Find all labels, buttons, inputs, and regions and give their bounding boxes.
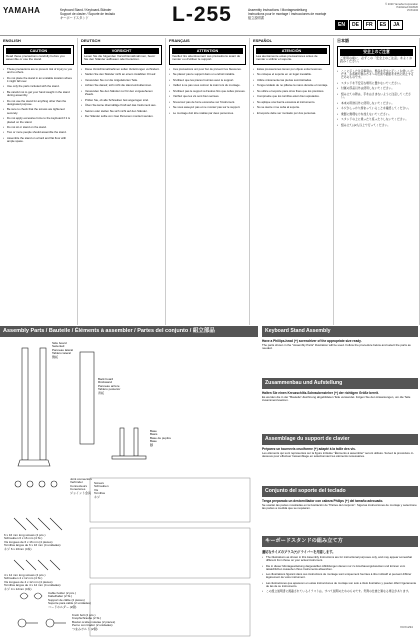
- section-subtitle: Have a Phillips-head (+) screwdriver of the appropriate size ready.: [262, 339, 362, 343]
- lang-tab-de: DE: [349, 20, 362, 30]
- caution-text: Read these precautions carefully before you assemble or use the stand.: [6, 54, 65, 62]
- section-heading: Assemblage du support de clavier: [262, 434, 418, 445]
- precaution-item: • スタンドを不安定な場所に置かないでください。: [337, 82, 416, 85]
- lang-tab-es: ES: [377, 20, 390, 30]
- precaution-item: • N'utilisez pas le support à d'autres fins que celles prévues.: [169, 90, 246, 93]
- precaution-item: • 楽器に無理な力を加えないでください。: [337, 113, 416, 116]
- precaution-item: • Tenga cuidado de no pillarse la mano durante el montaje.: [253, 84, 330, 87]
- precaution-item: • Diese Vorsichtsmaßnahmen sollen Verletzungen verhindern.: [81, 68, 162, 71]
- column-language: FRANÇAIS: [169, 38, 190, 43]
- precaution-item: • スタンドの上に乗ったり座ったりしないでください。: [337, 118, 416, 121]
- doc-title-line: Instructions pour le montage / Instrucciones de montaje: [248, 12, 327, 16]
- caution-heading: VORSICHT: [84, 48, 159, 54]
- section-body: Es werden die in der "Bauteile"-Zeichnung abgebildeten Teile verwendet. Folgen Sie den Anweisungen, um die Teile zusammenzusetzen.: [262, 395, 411, 403]
- caution-heading: CAUTION: [6, 48, 71, 54]
- precaution-item: • Prüfen Sie, ob alle Schrauben fest angezogen sind.: [81, 99, 162, 102]
- column-language: ENGLISH: [3, 38, 21, 43]
- model-number: L-255: [172, 3, 232, 26]
- caution-text: ご使用の前に、必ずこの「安全上のご注意」をよくお読みください。: [340, 56, 413, 64]
- precaution-item: • Do not sit or stand on the stand.: [3, 126, 74, 129]
- caution-heading: ATENCIÓN: [256, 48, 327, 54]
- precaution-list: [3, 68, 74, 144]
- title-line: Keyboard Stand / Keyboard-Ständer: [60, 8, 112, 12]
- precaution-list: [81, 68, 162, 118]
- precaution-item: • Ne vous asseyez pas et ne montez pas sur le support.: [169, 106, 246, 109]
- lang-tab-fr: FR: [363, 20, 376, 30]
- precaution-item: • Vérifiez que les vis sont bien serrées.: [169, 95, 246, 98]
- part-label-knob: Knob bolt (2 pcs.) Knopfschraube (2 St.) Boulon à tête moletée (2 pièces) Perno con tirador (2 unidades) つまみボルト (2個): [72, 613, 116, 631]
- section-subtitle: 適切なサイズのプラス(+)ドライバーを用意します。: [262, 550, 336, 554]
- precaution-column: [78, 38, 166, 325]
- base-icon: [112, 428, 146, 459]
- section-notes: [262, 556, 418, 594]
- precaution-item: • Do not place the stand in an unstable location where it might fall over.: [3, 77, 74, 84]
- precaution-list: [253, 68, 330, 115]
- part-label-cable: Cable holder (2 pcs.) Kabelhalter (2 St.) Support de câble (2 pièces) Soporte para cable (2 unidades) コードホルダー (2個): [48, 591, 91, 609]
- header: [0, 0, 420, 36]
- copyright-line: VCX1234: [406, 9, 418, 12]
- precaution-column: [334, 38, 420, 325]
- precaution-item: • 付属の部品以外は使用しないでください。: [337, 87, 416, 90]
- doc-title-line: Assembly Instructions / Montageanleitung: [248, 8, 307, 12]
- assembly-section: [262, 536, 418, 596]
- precaution-column: [0, 38, 78, 325]
- copyright-line: © 2020 Yamaha Corporation: [385, 3, 418, 6]
- assembly-section: [262, 378, 418, 403]
- cable-holder-icon: [20, 593, 42, 599]
- assembly-section: [262, 326, 418, 351]
- parts-banner: Assembly Parts / Bauteile / Éléments à assembler / Partes del conjunto / 組立部品: [0, 326, 258, 337]
- caution-heading: ATTENTION: [172, 48, 243, 54]
- precaution-item: • Verwenden Sie den Ständer nur für den vorgesehenen Zweck.: [81, 90, 162, 97]
- precaution-item: • 本来の用途以外に使用しないでください。: [337, 102, 416, 105]
- part-label-base: Base Basis Base de pupitre Base 脚: [150, 429, 172, 447]
- part-label-screw: Screws Schrauben Vis Tornillos ネジ: [94, 481, 109, 499]
- doc-titles: [248, 8, 326, 20]
- precaution-list: [169, 68, 246, 115]
- section-body: Les éléments qui sont représentés sur la figure intitulée "Éléments à assembler" seront utilisés. Suivez la procédure ci-dessous pour effectuer l'assemblage en sélectionnant les éléments nécessaires.: [262, 451, 414, 459]
- precaution-item: • No utilice el soporte para otros fines que los previstos.: [253, 90, 330, 93]
- precaution-item: • N'utilisez que les pièces fournies avec le support.: [169, 79, 246, 82]
- language-tabs: [335, 20, 403, 30]
- section-subtitle: Halten Sie einen Kreuzschlitz-Schraubenzieher (+) der richtigen Größe bereit.: [262, 391, 379, 395]
- yamaha-logo: YAMAHA: [3, 6, 41, 15]
- precaution-item: • Utilice únicamente las piezas suministradas.: [253, 79, 330, 82]
- precaution-item: • N'exercez pas de force excessive sur l'instrument.: [169, 101, 246, 104]
- caution-heading: 安全上のご注意: [340, 49, 413, 56]
- precaution-item: • Be careful not to get your hand caught in the stand during assembly.: [3, 91, 74, 98]
- precaution-item: • Use only the parts included with the stand.: [3, 85, 74, 88]
- precaution-item: • Verwenden Sie nur die mitgelieferten Teile.: [81, 79, 162, 82]
- part-label-back-board: Back board Rückwand Panneau arrière Tablero posterior 背板: [98, 377, 121, 395]
- column-language: 日本語: [337, 38, 349, 43]
- precaution-item: • These precautions are to prevent risk of injury to you and to others.: [3, 68, 74, 75]
- section-heading: Zusammenbau und Aufstellung: [262, 378, 418, 389]
- precaution-item: • Ne placez pas le support dans un endroit instable.: [169, 73, 246, 76]
- precaution-item: • ここに示した注意事項は、製品を安全に正しくお使いいただき、お客様や他の方々への危害や損害を未然に防止するためのものです。: [337, 70, 416, 80]
- section-subtitle: Tenga preparado un destornillador con cabeza Philips (+) del tamaño adecuado.: [262, 499, 384, 503]
- title-line: Support de clavier / Soporte de teclado: [60, 12, 116, 16]
- precaution-item: • Der Ständer sollte von zwei Personen montiert werden.: [81, 115, 162, 118]
- doc-title-line: 組立説明書: [248, 16, 264, 20]
- caution-text: Lesen Sie die folgenden Vorsichtsmaßnahmen, bevor Sie den Ständer aufbauen oder benutzen.: [84, 54, 156, 62]
- precaution-item: • Veillez à ne pas vous coincer la main lors du montage.: [169, 84, 246, 87]
- part-label-side-board: Side board Seitenteil Panneau latéral Tablero lateral 側板: [52, 341, 74, 359]
- precaution-item: • Setzen oder stellen Sie sich nicht auf den Ständer.: [81, 110, 162, 113]
- side-board-icon: [18, 348, 50, 466]
- lang-tab-en: EN: [335, 20, 348, 30]
- precaution-item: • ネジがしっかり締まっていることを確認してください。: [337, 107, 416, 110]
- section-note: • Les illustrations figurant dans ces instructions de montage sont uniquement fournies à titre indicatif et peuvent différer légèrement de votre instrument.: [262, 573, 418, 580]
- section-heading: Conjunto del soporte del teclado: [262, 486, 418, 497]
- precaution-list: [337, 70, 416, 127]
- section-heading: キーボードスタンドの組み立て方: [262, 536, 418, 547]
- caution-box: [3, 45, 74, 65]
- part-label-joint: Joint connectors Verbinder Connecteurs Conectores ジョイント金具: [70, 477, 92, 495]
- section-heading: Keyboard Stand Assembly: [262, 326, 418, 337]
- caution-text: Veuillez lire attentivement ces précautions avant de monter ou d'utiliser le support.: [172, 54, 241, 62]
- product-titles: [60, 8, 115, 20]
- section-body: Se usarán las partes mostradas en la ilustración de "Partes del conjunto". Siga las instrucciones de montaje y seleccione las partes a medida que se requieran.: [262, 503, 417, 511]
- caution-box: [337, 46, 416, 67]
- precaution-item: • Be sure to check that the screws are tightened securely.: [3, 108, 74, 115]
- section-body: The parts shown in the "Assembly Parts" illustration will be used. Follow the procedure below and select the parts as needed.: [262, 343, 411, 351]
- section-note: • この組立説明書に掲載されているイラストは、すべて説明のためのものです。実際の仕様と異なる場合があります。: [262, 590, 418, 593]
- precaution-item: • Ces précautions ont pour but de prévenir les blessures.: [169, 68, 246, 71]
- precaution-item: • Estas precauciones tienen por objeto evitar lesiones.: [253, 68, 330, 71]
- caution-box: [253, 45, 330, 65]
- parts-illustration: [0, 338, 258, 640]
- assembly-section: [262, 434, 418, 459]
- caution-box: [81, 45, 162, 65]
- knob-bolt-icon: [18, 619, 66, 627]
- joint-connector-icon: [15, 481, 57, 487]
- back-board-icon: [80, 352, 94, 444]
- precaution-item: • No se siente ni se suba al soporte.: [253, 106, 330, 109]
- precaution-item: • Üben Sie keine übermäßige Kraft auf das Instrument aus.: [81, 104, 162, 107]
- lang-tab-ja: JA: [390, 20, 402, 30]
- copyright-line: Published 03/2020: [396, 6, 418, 9]
- precaution-item: • Do not apply excessive force to the keyboard if it is placed on the stand.: [3, 117, 74, 124]
- assembly-section: [262, 486, 418, 511]
- precaution-column: [250, 38, 334, 325]
- instruction-diagram-icon: [90, 478, 250, 636]
- part-label-screw4: 4 x 12 mm long screws (4 pcs.) Schrauben 4 x 12 mm (4 St.) Vis longues de 4 x 12 mm (4 pièces) Tornillos largos de 4 x 12 mm (4 unidades) ネジ 4 x 12mm (4本): [4, 573, 61, 591]
- footer-code: VCX1234: [400, 625, 413, 629]
- precaution-item: • No aplique una fuerza excesiva al instrumento.: [253, 101, 330, 104]
- column-language: ESPAÑOL: [253, 38, 273, 43]
- precaution-item: • 組み立ては2人以上で行ってください。: [337, 124, 416, 127]
- section-note: • The illustrations as shown in this Assembly Instructions are for instructional purposes only, and may appear somewhat different from those on your actual instrument.: [262, 556, 418, 563]
- precaution-item: • Le montage doit être réalisé par deux personnes.: [169, 112, 246, 115]
- section-subtitle: Préparez un tournevis cruciforme (+) adapté à la taille des vis.: [262, 447, 356, 451]
- precaution-item: • Compruebe que los tornillos estén bien apretados.: [253, 95, 330, 98]
- parts-drawing: [0, 338, 258, 640]
- caution-box: [169, 45, 246, 65]
- precaution-item: • Two or more people should assemble the stand.: [3, 131, 74, 134]
- precaution-item: • El soporte debe ser montado por dos personas.: [253, 112, 330, 115]
- precaution-item: • Do not use the stand for anything other than the designated purpose.: [3, 100, 74, 107]
- section-note: • Die in dieser Montageanleitung dargestellten Abbildungen dienen nur zu Anschauungszwecken und können vom tatsächlichen Aussehen Ihres Instruments abweichen.: [262, 565, 418, 572]
- title-line: キーボードスタンド: [60, 16, 89, 20]
- section-note: • Las ilustraciones que aparecen en estas instrucciones de montaje son solo a título ilustrativo y pueden diferir ligeramente de las de su instrumento.: [262, 582, 418, 589]
- column-language: DEUTSCH: [81, 38, 101, 43]
- precaution-item: • Assemble the stand on a hard and flat floor with ample space.: [3, 137, 74, 144]
- part-label-screw6: 6 x 16 mm long screws (4 pcs.) Schrauben 6 x 16 mm (4 St.) Vis longues de 6 x 16 mm (4 pièces) Tornillos largos de 6 x 16 mm (4 unidades) ネジ 6 x 16mm (4本): [4, 533, 61, 551]
- precaution-item: • 組み立ての際は、手をはさまないように注意してください。: [337, 93, 416, 100]
- precaution-item: • Achten Sie darauf, sich nicht die Hand einzuklemmen.: [81, 84, 162, 87]
- precaution-item: • Stellen Sie den Ständer nicht an einem instabilen Ort auf.: [81, 73, 162, 76]
- precaution-item: • No coloque el soporte en un lugar inestable.: [253, 73, 330, 76]
- precaution-column: [166, 38, 250, 325]
- caution-text: Lea atentamente estas precauciones antes de montar o utilizar el soporte.: [256, 54, 318, 62]
- copyright: [360, 3, 418, 12]
